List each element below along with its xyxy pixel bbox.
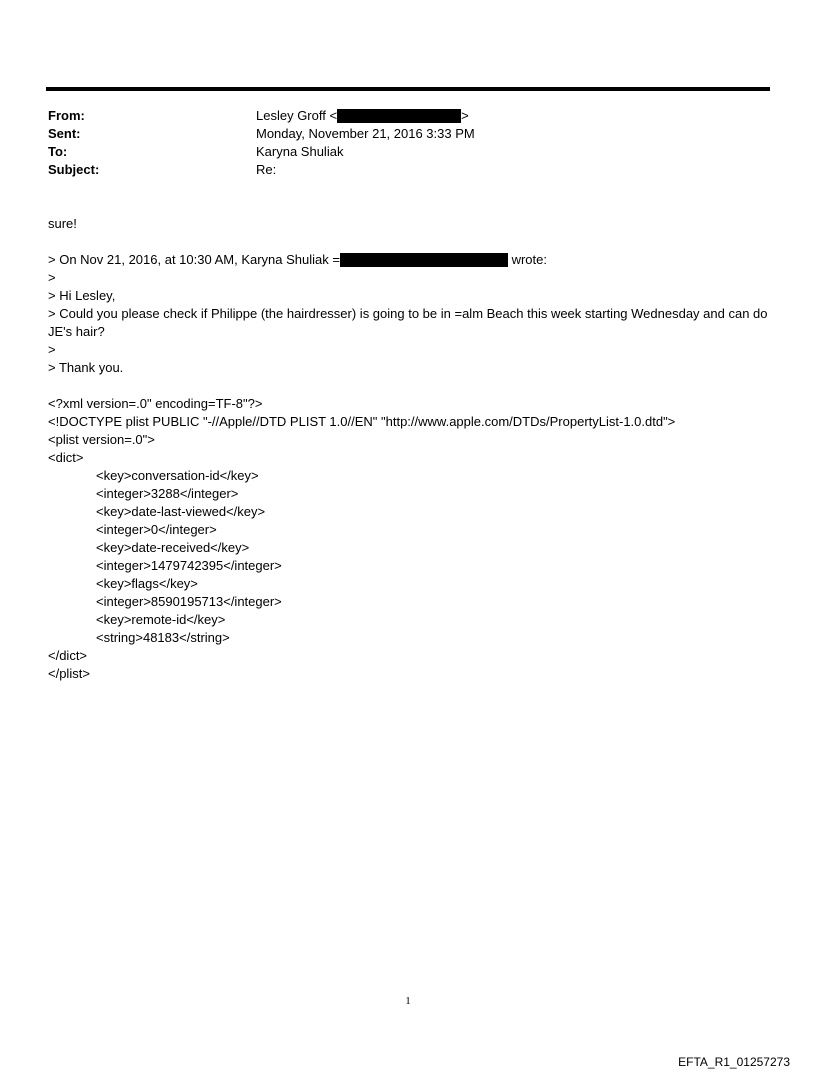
from-name: Lesley Groff < xyxy=(256,108,338,123)
plist-entry: <integer>1479742395</integer> xyxy=(96,558,282,573)
doctype-line: <!DOCTYPE plist PUBLIC "-//Apple//DTD PLIST 1.0//EN" "http://www.apple.com/DTDs/PropertyList-1.0.dtd"> xyxy=(48,414,676,429)
sent-label: Sent: xyxy=(48,126,81,141)
from-close: > xyxy=(461,108,469,123)
reply-text: sure! xyxy=(48,216,77,231)
redacted-email xyxy=(337,109,461,123)
quote-greeting: > Hi Lesley, xyxy=(48,288,116,303)
to-value: Karyna Shuliak xyxy=(256,144,344,159)
quote-thanks: > Thank you. xyxy=(48,360,124,375)
plist-entry: <key>date-received</key> xyxy=(96,540,250,555)
quote-request: > Could you please check if Philippe (the hairdresser) is going to be in =alm Beach this week starting Wednesday and can do JE's hair? xyxy=(48,306,768,339)
quote-line: > xyxy=(48,342,56,357)
email-body xyxy=(48,215,772,683)
plist-entry: <key>date-last-viewed</key> xyxy=(96,504,266,519)
dict-close: </dict> xyxy=(48,648,88,663)
quote-line: > xyxy=(48,270,56,285)
quote-intro: > On Nov 21, 2016, at 10:30 AM, Karyna Shuliak = wrote: xyxy=(48,252,547,267)
plist-entry: <key>flags</key> xyxy=(96,576,198,591)
plist-open: <plist version=.0"> xyxy=(48,432,155,447)
page-number: 1 xyxy=(405,995,411,1007)
xml-declaration: <?xml version=.0" encoding=TF-8"?> xyxy=(48,396,263,411)
plist-entry: <integer>0</integer> xyxy=(96,522,217,537)
dict-open: <dict> xyxy=(48,450,84,465)
plist-entry: <key>remote-id</key> xyxy=(96,612,226,627)
header-rule xyxy=(46,87,770,91)
subject-label: Subject: xyxy=(48,162,100,177)
plist-entry: <string>48183</string> xyxy=(96,630,230,645)
redacted-email xyxy=(340,253,508,267)
document-id: EFTA_R1_01257273 xyxy=(678,1055,790,1069)
from-label: From: xyxy=(48,108,85,123)
from-value xyxy=(256,107,469,125)
plist-close: </plist> xyxy=(48,666,90,681)
plist-entry: <key>conversation-id</key> xyxy=(96,468,259,483)
sent-value: Monday, November 21, 2016 3:33 PM xyxy=(256,126,475,141)
plist-entry: <integer>8590195713</integer> xyxy=(96,594,282,609)
subject-value: Re: xyxy=(256,162,277,177)
plist-entry: <integer>3288</integer> xyxy=(96,486,239,501)
to-label: To: xyxy=(48,144,68,159)
